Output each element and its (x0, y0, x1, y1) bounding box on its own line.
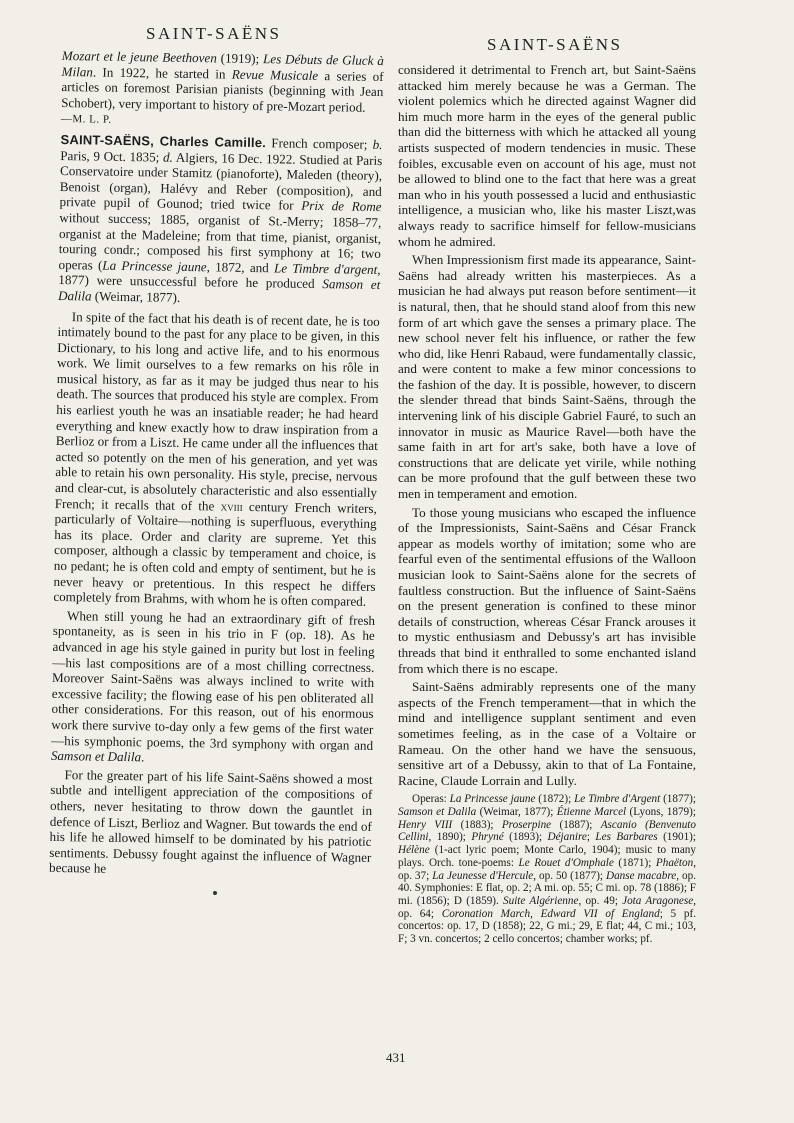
work-title: Hélène (398, 844, 430, 857)
works-text: Operas: (412, 793, 450, 806)
continued-paragraph (61, 48, 384, 133)
title-italic: Le Timbre d'argent (273, 260, 378, 277)
work-title: Phryné (471, 831, 504, 844)
text-run: xviii (220, 498, 243, 514)
title-italic: Revue Musicale (231, 66, 319, 83)
works-text: ; 5 pf. concertos: op. 17, D (1858); 22, G mi.; 29, E flat; 44, C mi.; 103, F; 3 vn. concertos; 2 cello concertos; chamber works; pf. (398, 907, 696, 946)
ink-speck (213, 891, 217, 895)
works-text: (1883); (452, 818, 502, 831)
title-italic: Samson et Dalila (57, 276, 381, 304)
text-run: without success; 1885, organist of St.-Merry; 1858–77, organist at the Madeleine; from that time, pianist, organist, touring condr.; composed his first symphony at 16; two operas ( (58, 209, 382, 273)
text-run: Paris, 9 Oct. 1835; (60, 147, 164, 165)
page-number: 431 (386, 1050, 406, 1065)
abbr-italic: d. (162, 149, 174, 165)
work-title: Suite Algérienne (503, 894, 579, 907)
title-italic: Mozart et le jeune Beethoven (61, 48, 217, 66)
works-text: , op. 40. Symphonies: E flat, op. 2; A mi. op. 55; C mi. op. 78 (1886); F mi. (1856); D (1859). (398, 869, 697, 907)
text-run: . (140, 749, 145, 765)
running-head-left: SAINT-SAËNS (146, 24, 282, 43)
works-text: (Weimar, 1877); (476, 806, 557, 819)
text-run: Algiers, 16 Dec. 1922. Studied at Paris Conservatoire under Stamitz (pianoforte), Maleden (theory), Benoist (organ), Halévy and Reber (composition), and private pupil of Gounod; tried twice for (59, 149, 383, 214)
works-text: , op. 50 (1877); (533, 869, 606, 882)
work-title: Les Barbares (595, 831, 658, 844)
left-column (49, 48, 384, 881)
body-paragraph (51, 608, 375, 769)
work-title: Henry VIII (398, 818, 453, 831)
body-paragraph: For the greater part of his life Saint-Saëns showed a most subtle and intelligent appreciation of the compositions of others, never hesitating to throw down the gauntlet in defence of Liszt, Berlioz and Wagner. But towards the end of his life he allowed himself to be dominated by his patriotic sentiments. Debussy fought against the influence of Wagner because he (49, 766, 373, 877)
body-paragraph: To those young musicians who escaped the influence of the Impressionists, Saint-Saëns and César Franck appear as models worthy of imitation; some who are fearful even of the sentimental effusions of the Walloon musician look to Saint-Saëns alone for the secrets of faultless construction. But the influence of Saint-Saëns on the present generation is confined to these minor details of construction, whereas César Franck arouses it to mystic enthusiasm and Debussy's art has invisible threads that bind it enthralled to some enchanted island from which there is no escape. (398, 504, 696, 676)
work-title: Étienne Marcel (556, 806, 627, 819)
entry-paragraph (58, 132, 383, 309)
works-text: , op. 37; (398, 856, 696, 882)
body-paragraph: Saint-Saëns admirably represents one of the many aspects of the French temperament—that in which the mind and intelligence supplant sentiment and even sometimes feeling, as in the case of a Voltaire or Rameau. On the other hand we have the sensuous, sensitive art of a Debussy, akin to that of La Fontaine, Racine, Claude Lorrain and Lully. (398, 679, 696, 788)
text-run: (1919); (216, 50, 264, 67)
title-italic: Samson et Dalila (50, 748, 142, 765)
work-title: Le Rouet d'Omphale (518, 856, 614, 869)
body-paragraph: considered it detrimental to French art, but Saint-Saëns attacked him merely because he was a German. The violent polemics which he directed against Wagner did him much more harm in the eyes of the general public than did the bitterness with which he attacked all young artists suspected of modern tendencies in music. These foibles, excusable even on account of his age, must not be allowed to blind one to the fact that here was a great man who in his youth possessed a lucid and enthusiastic intelligence, a musician who, like his master Liszt,was always ready to sacrifice himself for fellow-musicians whom he admired. (398, 62, 696, 249)
text-run: , 1877) were unsuccessful before he produced (58, 261, 381, 292)
work-title: La Princesse jaune (449, 793, 536, 806)
work-title: Ascanio (Benvenuto Cellini (398, 818, 697, 844)
abbr-italic: b. (372, 136, 383, 153)
body-paragraph (53, 308, 380, 609)
work-title: Déjanire (547, 831, 587, 844)
works-text: (1887); (551, 818, 601, 831)
work-title: Phaëton (655, 856, 694, 869)
works-text: , op. 49; (578, 894, 623, 907)
work-title: Coronation March, Edward VII of England (441, 907, 660, 920)
work-title: Danse macabre (606, 869, 677, 882)
works-text: (Lyons, 1879); (626, 806, 696, 819)
title-italic: Prix de Rome (301, 198, 382, 215)
works-text: , 1890); (428, 831, 472, 844)
works-text: ; (586, 831, 596, 844)
title-italic: Les Débuts de Gluck à Milan (61, 51, 384, 80)
text-run: French composer; (265, 135, 373, 152)
text-run: , 1872, and (206, 259, 275, 276)
text-run: . In 1922, he started in (92, 64, 232, 82)
author-signature: —M. L. P. (60, 113, 112, 127)
text-run: century French writers, particularly of Voltaire—nothing is superfluous, everything has its place. Order and clarity are supreme. Yet this composer, although a classic by temperament and choice, is no pedant; he is often cold and empty of sentiment, but he is never heavy or pretentious. In this respect he differs completely from Brahms, with whom he is often compared. (53, 498, 377, 610)
work-title: Samson et Dalila (398, 806, 477, 819)
body-paragraph: When Impressionism first made its appearance, Saint-Saëns had already written his masterpieces. As a musician he had always put reason before sentiment—it is natural, then, that he should stand aloof from this new form of art which gave the senses a primary place. The new school never felt his influence, or rather the few who did, like Henri Rabaud, were fundamentally classic, and were content to make a few minor concessions to the fashion of the day. It is possible, however, to discern the slender thread that binds Saint-Saëns, through the intervening link of his disciple Gabriel Fauré, to such an innovator in music as Maurice Ravel—both have the same faith in art for art's sake, both have a love of constructions that are delicate yet virile, while nothing can be more profound that the gulf between these two men in temperament and emotion. (398, 252, 696, 502)
text-run: In spite of the fact that his death is of recent date, he is too intimately bound to the past for any place to be given, in this Dictionary, to his long and active life, and to his enormous work. We limit ourselves to a few remarks on his rôle in musical history, as far as it may be judged thus near to his death. The sources that produced his style are complex. From his earliest youth he was an insatiable reader; he had heard everything and knew exactly how to draw inspiration from a Berlioz or from a Liszt. He came under all the influences that acted so potently on the men of his generation, and yet was able to retain his own personality. His style, precise, nervous and clear-cut, is absolutely characteristic and also essentially French; it recalls that of the (54, 308, 380, 514)
work-title: Le Timbre d'Argent (574, 793, 661, 806)
text-run: When still young he had an extraordinary gift of fresh spontaneity, as is seen in his trio in F (op. 18). As he advanced in age his style gained in purity but lost in feeling—his last compositions are of a most chilling correctness. Moreover Saint-Saëns was always inclined to write with excessive facility; the flowing ease of his pen obliterated all other considerations. For this reason, out of his enormous work there survive to-day only a few gems of the first water—his symphonic poems, the 3rd symphony with organ and (51, 607, 376, 753)
running-head-right: SAINT-SAËNS (487, 35, 623, 54)
works-text: (1877); (660, 793, 697, 806)
works-list (398, 793, 696, 945)
work-title: Proserpine (501, 818, 552, 831)
works-text: (1893); (503, 831, 548, 844)
work-title: La Jeunesse d'Hercule (432, 869, 534, 882)
right-column (398, 62, 696, 946)
works-text: (1901); (657, 831, 697, 844)
works-text: (1871); (613, 856, 656, 869)
entry-headword: SAINT-SAËNS, Charles Camille. (60, 131, 267, 151)
works-text: (1-act lyric poem; Monte Carlo, 1904); music to many plays. Orch. tone-poems: (398, 844, 696, 869)
works-text: (1872); (535, 793, 575, 806)
works-text: , op. 64; (398, 894, 697, 920)
work-title: Jota Aragonese (622, 894, 694, 907)
text-run: (Weimar, 1877). (91, 288, 181, 305)
title-italic: La Princesse jaune (102, 257, 207, 275)
text-run: a series of articles on foremost Parisian pianists (beginning with Jean Schobert), very important to history of pre-Mozart period. (61, 67, 384, 115)
